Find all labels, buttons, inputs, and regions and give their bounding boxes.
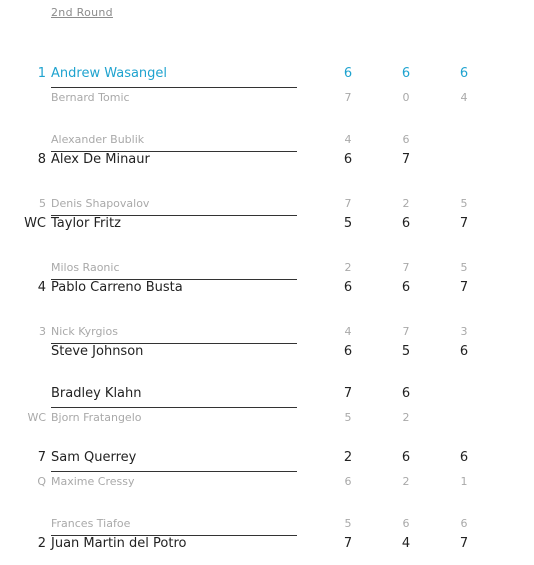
set-score: 1 xyxy=(460,475,468,488)
set-score: 5 xyxy=(460,261,468,274)
seed-label: 2 xyxy=(37,536,46,551)
player-name[interactable]: Bradley Klahn xyxy=(51,386,142,401)
set-score: 6 xyxy=(460,517,468,530)
player-name[interactable]: Steve Johnson xyxy=(51,344,144,359)
winner-row xyxy=(0,151,534,173)
loser-row xyxy=(0,129,534,151)
set-score: 6 xyxy=(401,216,411,231)
set-score: 6 xyxy=(402,517,410,530)
set-score: 2 xyxy=(343,450,353,465)
set-score: 7 xyxy=(459,536,469,551)
seed-label: WC xyxy=(24,216,46,231)
seed-label: 1 xyxy=(37,66,46,81)
match-divider xyxy=(51,151,297,152)
set-score: 7 xyxy=(402,261,410,274)
seed-label: WC xyxy=(27,411,46,424)
set-score: 5 xyxy=(344,411,352,424)
set-score: 0 xyxy=(402,91,410,104)
loser-row xyxy=(0,87,534,109)
set-score: 4 xyxy=(344,325,352,338)
player-name[interactable]: Pablo Carreno Busta xyxy=(51,280,183,295)
seed-label: 3 xyxy=(39,325,46,338)
match-divider xyxy=(51,87,297,88)
set-score: 5 xyxy=(401,344,411,359)
set-score: 5 xyxy=(344,517,352,530)
player-name[interactable]: Frances Tiafoe xyxy=(51,517,131,530)
match-divider xyxy=(51,471,297,472)
match-divider xyxy=(51,407,297,408)
set-score: 7 xyxy=(344,91,352,104)
set-score: 6 xyxy=(344,475,352,488)
match-divider xyxy=(51,279,297,280)
set-score: 6 xyxy=(343,152,353,167)
set-score: 6 xyxy=(401,450,411,465)
set-score: 2 xyxy=(344,261,352,274)
set-score: 4 xyxy=(460,91,468,104)
set-score: 6 xyxy=(401,280,411,295)
seed-label: 4 xyxy=(37,280,46,295)
set-score: 2 xyxy=(402,197,410,210)
set-score: 7 xyxy=(401,152,411,167)
set-score: 7 xyxy=(343,386,353,401)
set-score: 7 xyxy=(343,536,353,551)
set-score: 4 xyxy=(401,536,411,551)
loser-row xyxy=(0,193,534,215)
loser-row xyxy=(0,407,534,429)
set-score: 4 xyxy=(344,133,352,146)
set-score: 7 xyxy=(344,197,352,210)
winner-row xyxy=(0,65,534,87)
player-name[interactable]: Alex De Minaur xyxy=(51,152,150,167)
winner-row xyxy=(0,449,534,471)
set-score: 6 xyxy=(343,66,353,81)
winner-row xyxy=(0,215,534,237)
set-score: 6 xyxy=(402,133,410,146)
player-name[interactable]: Juan Martin del Potro xyxy=(51,536,187,551)
round-title[interactable]: 2nd Round xyxy=(51,6,113,19)
set-score: 2 xyxy=(402,475,410,488)
set-score: 7 xyxy=(459,216,469,231)
player-name[interactable]: Bernard Tomic xyxy=(51,91,130,104)
seed-label: 5 xyxy=(39,197,46,210)
player-name[interactable]: Sam Querrey xyxy=(51,450,137,465)
match-divider xyxy=(51,535,297,536)
loser-row xyxy=(0,471,534,493)
seed-label: Q xyxy=(37,475,46,488)
loser-row xyxy=(0,513,534,535)
set-score: 6 xyxy=(459,344,469,359)
player-name[interactable]: Milos Raonic xyxy=(51,261,120,274)
player-name[interactable]: Andrew Wasangel xyxy=(51,66,168,81)
winner-row xyxy=(0,385,534,407)
set-score: 6 xyxy=(401,66,411,81)
winner-row xyxy=(0,535,534,557)
match-divider xyxy=(51,215,297,216)
player-name[interactable]: Bjorn Fratangelo xyxy=(51,411,142,424)
player-name[interactable]: Denis Shapovalov xyxy=(51,197,150,210)
set-score: 5 xyxy=(343,216,353,231)
loser-row xyxy=(0,257,534,279)
loser-row xyxy=(0,321,534,343)
set-score: 6 xyxy=(459,450,469,465)
match-divider xyxy=(51,343,297,344)
winner-row xyxy=(0,279,534,301)
set-score: 6 xyxy=(343,344,353,359)
player-name[interactable]: Maxime Cressy xyxy=(51,475,135,488)
set-score: 6 xyxy=(343,280,353,295)
player-name[interactable]: Alexander Bublik xyxy=(51,133,145,146)
seed-label: 7 xyxy=(37,450,46,465)
player-name[interactable]: Taylor Fritz xyxy=(51,216,121,231)
winner-row xyxy=(0,343,534,365)
set-score: 6 xyxy=(401,386,411,401)
set-score: 3 xyxy=(460,325,468,338)
set-score: 7 xyxy=(459,280,469,295)
set-score: 7 xyxy=(402,325,410,338)
set-score: 2 xyxy=(402,411,410,424)
seed-label: 8 xyxy=(37,152,46,167)
set-score: 6 xyxy=(459,66,469,81)
player-name[interactable]: Nick Kyrgios xyxy=(51,325,118,338)
set-score: 5 xyxy=(460,197,468,210)
